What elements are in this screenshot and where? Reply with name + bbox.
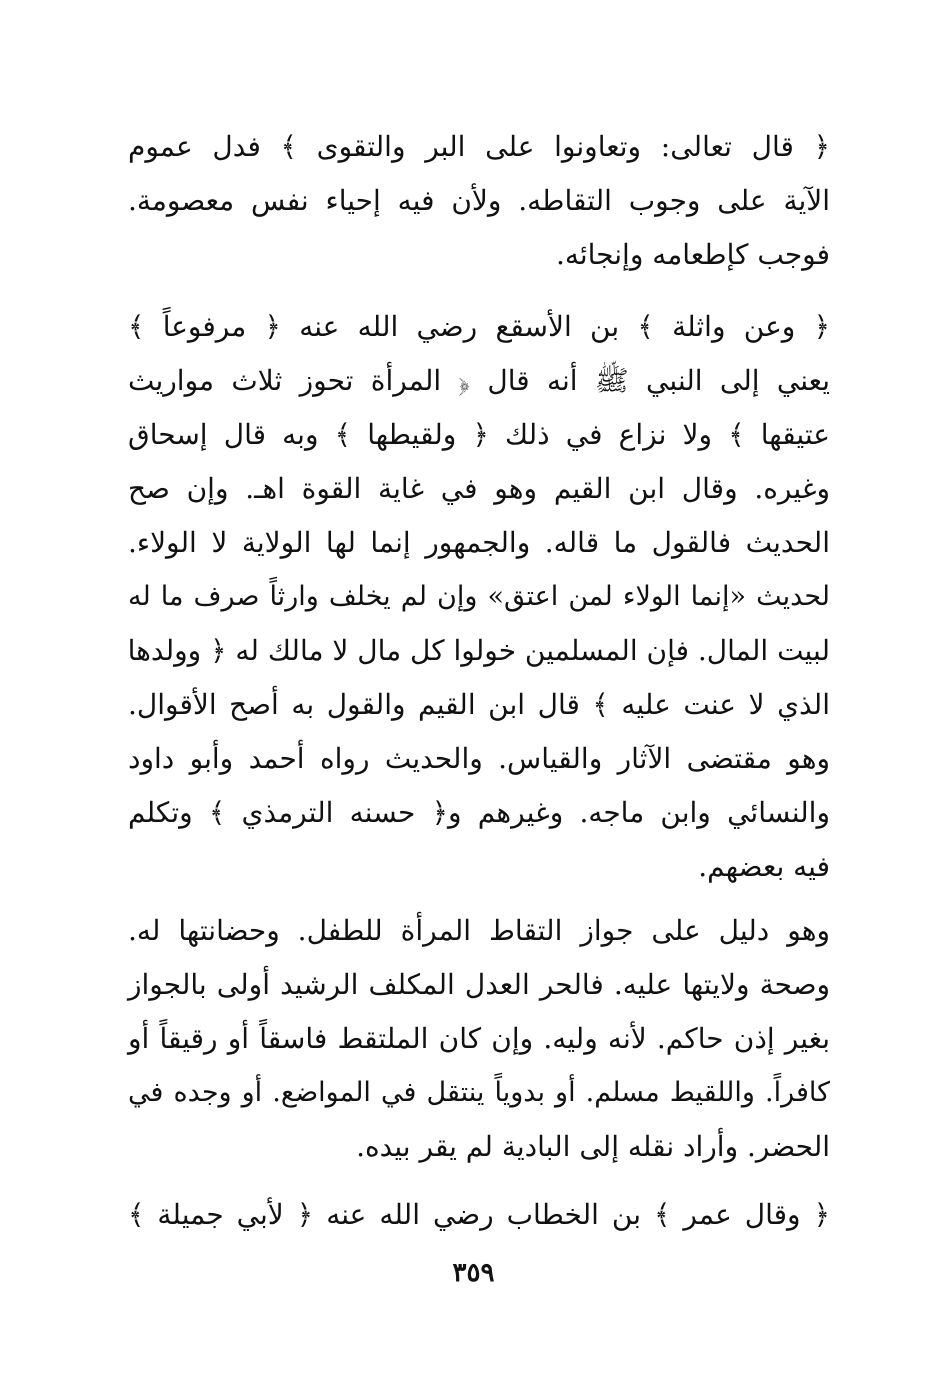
text-line: الذي لا عنت عليه ﴾ قال ابن القيم والقول به أصح الأقوال.: [128, 688, 830, 721]
text-line: عتيقها ﴾ ولا نزاع في ذلك ﴿ ولقيطها ﴾ وبه قال إسحاق: [128, 418, 830, 451]
text-line: لبيت المال. فإن المسلمين خولوا كل مال لا مالك له ﴿ وولدها: [127, 634, 830, 667]
text-line: ﴿ وعن واثلة ﴾ بن الأسقع رضي الله عنه ﴿ مرفوعاً ﴾: [128, 310, 830, 343]
text-line: الحديث فالقول ما قاله. والجمهور إنما لها الولاية لا الولاء.: [128, 526, 830, 559]
text-line: كافراً. واللقيط مسلم. أو بدوياً ينتقل في المواضع. أو وجده في: [128, 1077, 830, 1108]
text-line: وهو مقتضى الآثار والقياس. والحديث رواه أحمد وأبو داود: [128, 742, 830, 775]
text-line: وهو دليل على جواز التقاط المرأة للطفل. وحضانتها له.: [128, 914, 830, 947]
page-number: ٣٥٩: [452, 1258, 495, 1288]
text-line: يعني إلى النبي ﷺ أنه قال ﴿ المرأة تحوز ثلاث مواريث: [128, 364, 830, 397]
paragraph-1: [128, 120, 830, 282]
paragraph-2: [128, 300, 830, 894]
text-line: وصحة ولايتها عليه. فالحر العدل المكلف الرشيد أولى بالجواز: [128, 968, 830, 1001]
text-line: لحديث «إنما الولاء لمن اعتق» وإن لم يخلف وارثاً صرف ما له: [128, 581, 830, 612]
text-line: الآية على وجوب التقاطه. ولأن فيه إحياء نفس معصومة.: [128, 184, 830, 217]
text-line: بغير إذن حاكم. لأنه وليه. وإن كان الملتقط فاسقاً أو رقيقاً أو: [128, 1022, 830, 1055]
text-line: فيه بعضهم.: [698, 850, 830, 883]
paragraph-3: [128, 904, 830, 1174]
text-line: ﴿ قال تعالى: وتعاونوا على البر والتقوى ﴾ فدل عموم: [128, 130, 830, 163]
text-line: وغيره. وقال ابن القيم وهو في غاية القوة اهـ. وإن صح: [128, 472, 830, 505]
text-line: ﴿ وقال عمر ﴾ بن الخطاب رضي الله عنه ﴿ لأبي جميلة ﴾: [128, 1198, 830, 1231]
text-line: فوجب كإطعامه وإنجائه.: [555, 238, 830, 271]
text-line: والنسائي وابن ماجه. وغيرهم و﴿ حسنه الترمذي ﴾ وتكلم: [128, 796, 830, 829]
text-line: الحضر. وأراد نقله إلى البادية لم يقر بيده.: [356, 1130, 830, 1163]
paragraph-4: [128, 1188, 830, 1242]
